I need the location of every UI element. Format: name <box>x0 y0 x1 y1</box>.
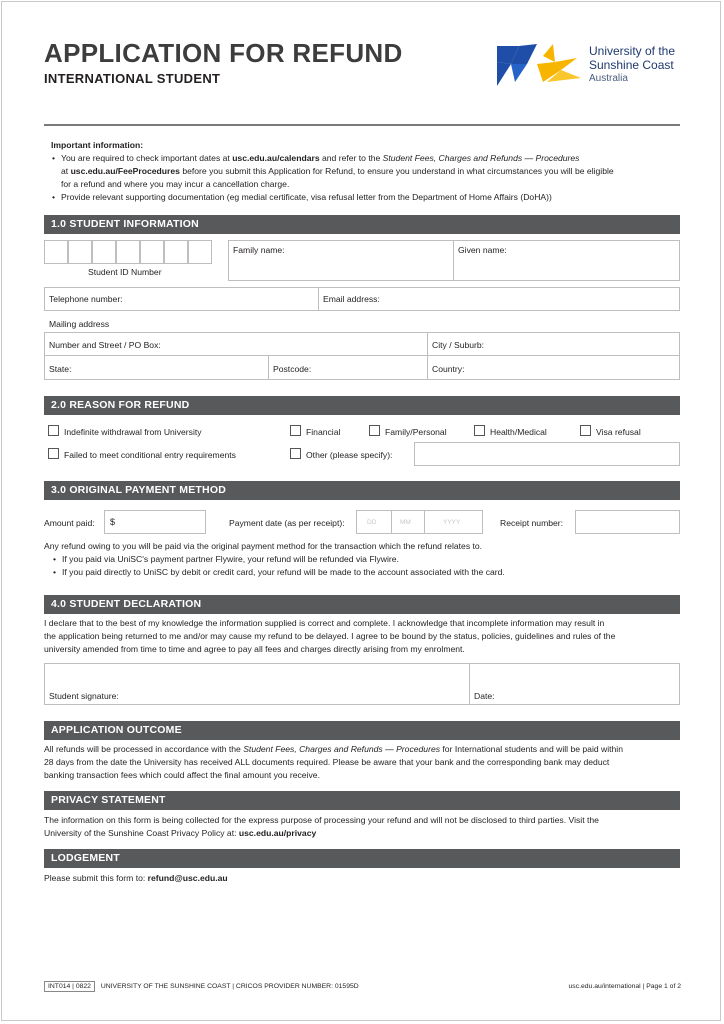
signature-label: Student signature: <box>49 691 119 701</box>
text: All refunds will be processed in accordance with the <box>44 744 244 754</box>
email-label: Email address: <box>323 294 380 304</box>
visa-refusal-checkbox[interactable] <box>580 425 591 436</box>
student-id-label: Student ID Number <box>88 267 162 277</box>
outcome-text <box>44 743 680 782</box>
text: You are required to check important dates at <box>61 153 233 163</box>
section-1-header: 1.0 STUDENT INFORMATION <box>44 215 680 234</box>
student-id-boxes <box>44 240 214 264</box>
postcode-label: Postcode: <box>273 364 312 374</box>
state-label: State: <box>49 364 72 374</box>
page-title: APPLICATION FOR REFUND <box>44 38 403 68</box>
given-name-label: Given name: <box>458 245 507 255</box>
health-medical-checkbox[interactable] <box>474 425 485 436</box>
privacy-text <box>44 814 680 840</box>
month-placeholder: MM <box>400 519 411 526</box>
text: before you submit this Application for Refund, to ensure you understand in what circumstances you will be eligible <box>179 166 614 176</box>
procedures-title: Student Fees, Charges and Refunds — Procedures <box>243 744 441 754</box>
financial-checkbox[interactable] <box>290 425 301 436</box>
student-id-digit[interactable] <box>92 240 116 264</box>
receipt-number-field[interactable] <box>575 510 680 534</box>
declaration-line: university amended from time to time and agree to pay all fees and charges directly arising from my enrolment. <box>44 644 465 654</box>
important-bullet-1 <box>61 152 681 191</box>
declaration-line: the application being returned to me and/or may cause my refund to be delayed. I agree to be bound by the status, policies, guidelines and rules of the <box>44 631 616 641</box>
lodgement-header: LODGEMENT <box>44 849 680 868</box>
student-id-digit[interactable] <box>164 240 188 264</box>
state-field[interactable] <box>44 355 269 380</box>
other-label: Other (please specify): <box>306 450 393 460</box>
form-code: INT014 | 0822 <box>44 981 95 992</box>
footer-right: usc.edu.au/international | Page 1 of 2 <box>568 983 681 990</box>
payment-note <box>44 540 680 579</box>
privacy-link[interactable]: usc.edu.au/privacy <box>238 828 317 838</box>
amount-paid-field[interactable] <box>104 510 206 534</box>
receipt-number-label: Receipt number: <box>500 518 564 528</box>
important-heading: Important information: <box>51 140 144 150</box>
street-label: Number and Street / PO Box: <box>49 340 161 350</box>
flywire-bullet: • If you paid via UniSC's payment partner Flywire, your refund will be refunded via Flywire. <box>62 553 680 566</box>
student-id-digit[interactable] <box>140 240 164 264</box>
outcome-line: banking transaction fees which could affect the final amount you receive. <box>44 770 320 780</box>
page-subtitle: INTERNATIONAL STUDENT <box>44 71 221 86</box>
country-field[interactable] <box>427 355 680 380</box>
withdrawal-checkbox[interactable] <box>48 425 59 436</box>
dollar-sign: $ <box>110 517 116 527</box>
text: for a refund and where you may incur a cancellation charge. <box>61 179 290 189</box>
date-field[interactable] <box>469 663 680 705</box>
student-id-digit[interactable] <box>188 240 212 264</box>
withdrawal-label: Indefinite withdrawal from University <box>64 427 202 437</box>
family-personal-checkbox[interactable] <box>369 425 380 436</box>
logo-text <box>589 44 675 86</box>
payment-date-label: Payment date (as per receipt): <box>229 518 345 528</box>
visa-refusal-label: Visa refusal <box>596 427 641 437</box>
university-logo <box>497 42 687 92</box>
city-label: City / Suburb: <box>432 340 485 350</box>
conditional-entry-label: Failed to meet conditional entry requirements <box>64 450 236 460</box>
outcome-line: 28 days from the date the University has received ALL documents required. Please be aware that your bank and the corresponding bank may deduct <box>44 757 610 767</box>
family-name-label: Family name: <box>233 245 285 255</box>
day-placeholder: DD <box>367 519 377 526</box>
text: University of the Sunshine Coast Privacy Policy at: <box>44 828 239 838</box>
important-bullet-2: • Provide relevant supporting documentation (eg medial certificate, visa refusal letter from the Department of Home Affairs (DoHA)) <box>61 191 681 204</box>
privacy-line: The information on this form is being collected for the express purpose of processing your refund and will not be disclosed to third parties. Visit the <box>44 815 599 825</box>
mailing-address-label: Mailing address <box>49 319 110 329</box>
text: and refer to the <box>319 153 383 163</box>
lodgement-text <box>44 872 680 885</box>
section-2-header: 2.0 REASON FOR REFUND <box>44 396 680 415</box>
conditional-entry-checkbox[interactable] <box>48 448 59 459</box>
footer-left <box>44 983 359 990</box>
country-label: Country: <box>432 364 465 374</box>
provider-text: UNIVERSITY OF THE SUNSHINE COAST | CRICOS PROVIDER NUMBER: 01595D <box>100 983 359 990</box>
family-personal-label: Family/Personal <box>385 427 447 437</box>
telephone-label: Telephone number: <box>49 294 123 304</box>
logo-line-2: Sunshine Coast <box>589 58 674 72</box>
text: for International students and will be paid within <box>440 744 623 754</box>
section-3-header: 3.0 ORIGINAL PAYMENT METHOD <box>44 481 680 500</box>
header-rule <box>44 124 680 126</box>
amount-paid-label: Amount paid: <box>44 518 95 528</box>
student-id-digit[interactable] <box>44 240 68 264</box>
text: Please submit this form to: <box>44 873 148 883</box>
student-id-digit[interactable] <box>68 240 92 264</box>
student-id-digit[interactable] <box>116 240 140 264</box>
section-4-header: 4.0 STUDENT DECLARATION <box>44 595 680 614</box>
privacy-line <box>44 827 680 840</box>
privacy-header: PRIVACY STATEMENT <box>44 791 680 810</box>
procedures-title: Student Fees, Charges and Refunds — Procedures <box>382 153 580 163</box>
important-information <box>51 139 681 204</box>
text: at <box>61 166 71 176</box>
card-bullet: • If you paid directly to UniSC by debit or credit card, your refund will be made to the account associated with the card. <box>62 566 680 579</box>
other-checkbox[interactable] <box>290 448 301 459</box>
payment-note-text: Any refund owing to you will be paid via the original payment method for the transaction which the refund relates to. <box>44 541 483 551</box>
outcome-header: APPLICATION OUTCOME <box>44 721 680 740</box>
fee-procedures-link[interactable]: usc.edu.au/FeeProcedures <box>70 166 180 176</box>
other-specify-field[interactable] <box>414 442 680 466</box>
year-placeholder: YYYY <box>443 519 461 526</box>
financial-label: Financial <box>306 427 341 437</box>
declaration-line: I declare that to the best of my knowledge the information supplied is correct and complete. I acknowledge that incomplete information may result in <box>44 618 605 628</box>
outcome-line <box>44 743 680 756</box>
declaration-text <box>44 617 680 656</box>
logo-line-3: Australia <box>589 73 628 84</box>
logo-line-1: University of the <box>589 44 676 58</box>
date-label: Date: <box>474 691 495 701</box>
health-medical-label: Health/Medical <box>490 427 547 437</box>
refund-email-link[interactable]: refund@usc.edu.au <box>147 873 228 883</box>
calendars-link[interactable]: usc.edu.au/calendars <box>232 153 320 163</box>
sunshine-logo-icon <box>497 42 583 90</box>
